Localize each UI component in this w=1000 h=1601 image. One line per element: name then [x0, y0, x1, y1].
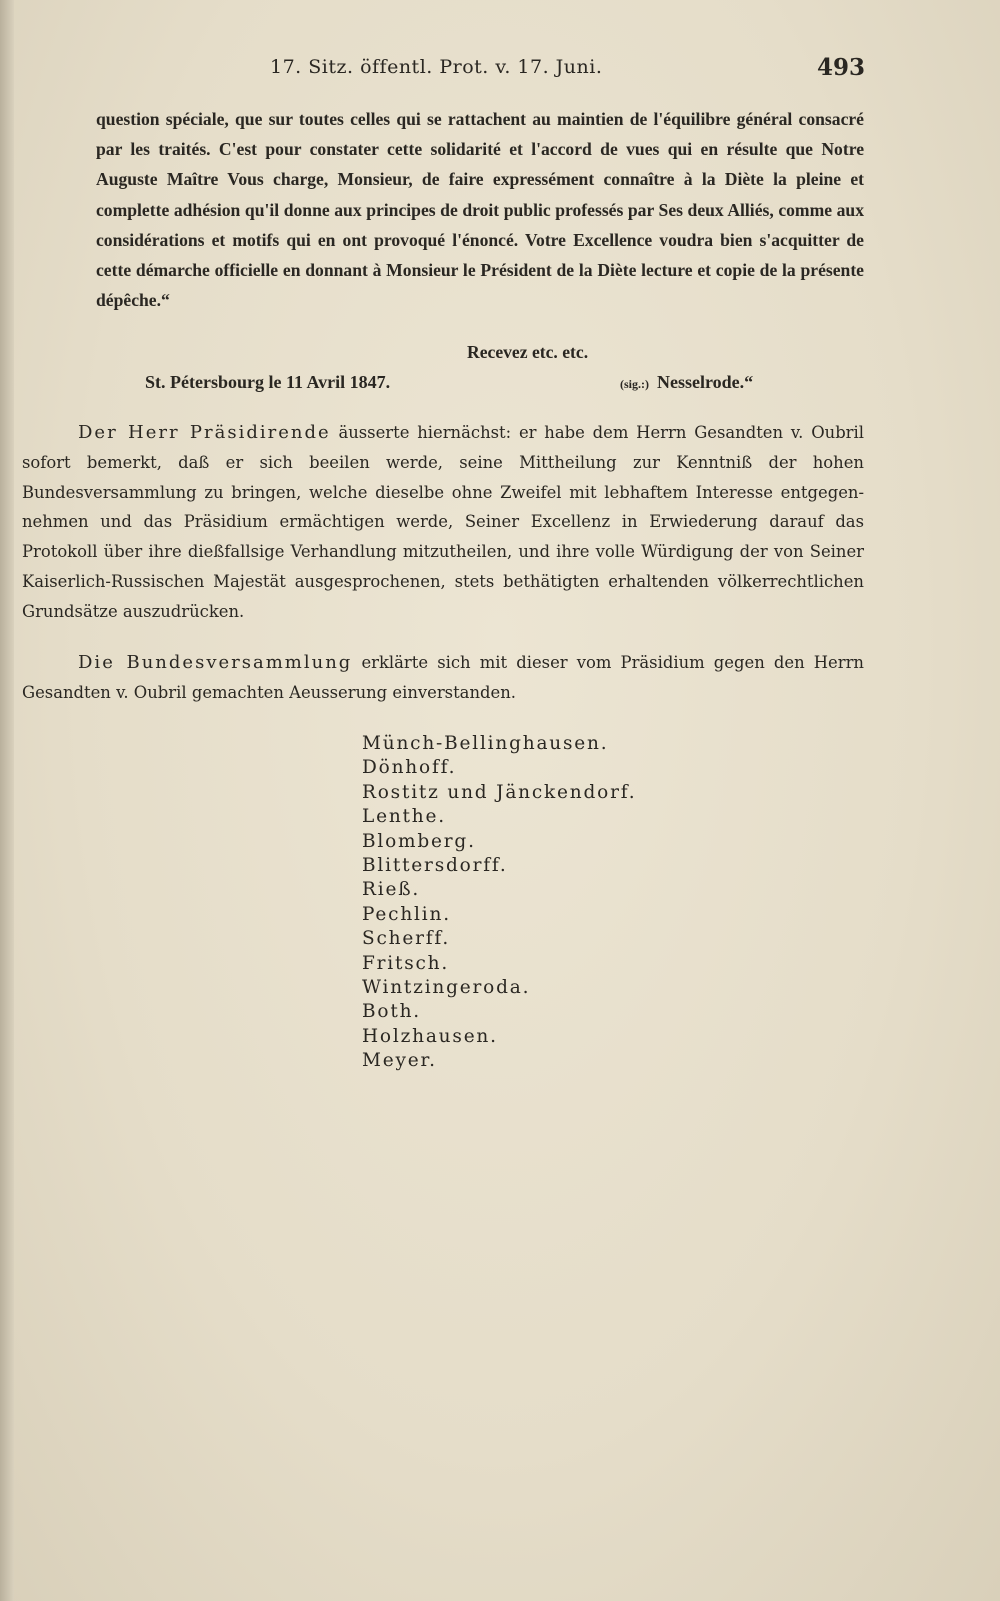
signatory-name: Lenthe. — [362, 806, 446, 828]
signatory-name: Rieß. — [362, 879, 421, 901]
closing-formula: Recevez etc. etc. — [467, 342, 589, 362]
paragraph-text: äusserte hiernächst: er habe dem Herrn Gesandten v. Oubril sofort bemerkt, daß er sich beeilen werde, seine Mittheilung zur Kenntniß der hohen Bundesversammlung zu bringen, welche dieselbe ohne Zweifel mit lebhaftem Interesse entgegen-nehmen und das Präsidium ermächtigen werde, Seiner Excellenz in Erwiederung darauf das Protokoll über ihre dießfallsige Verhandlung mitzutheilen, und ihre volle Würdigung der von Seiner Kaiserlich-Russischen Majestät ausgesprochenen, stets bethätigten erhaltenden völkerrechtlichen Grundsätze auszudrücken. — [22, 423, 864, 621]
signatory-name: Münch-Bellinghausen. — [362, 733, 609, 754]
running-head: 17. Sitz. öffentl. Prot. v. 17. Juni. — [270, 56, 603, 78]
french-paragraph: question spéciale, que sur toutes celles qui se rattachent au maintien de l'équilibre général consacré par les traités. C'est pour constater cette solidarité et l'accord de vues qui en résulte que Notre Auguste Maître Vous charge, Monsieur, de faire expressément connaître à la Diète la pleine et complette adhésion qu'il donne aux principes de droit public professés par Ses deux Alliés, comme aux considérations et motifs qui en ont provoqué l'énoncé. Votre Excellence voudra bien s'acquitter de cette démarche officielle en donnant à Monsieur le Président de la Diète lecture et copie de la présente dépêche.“ — [96, 109, 864, 311]
german-paragraph-president — [22, 418, 864, 627]
signatory-name: Blomberg. — [362, 830, 476, 852]
signatory-name: Wintzingeroda. — [362, 977, 531, 999]
paragraph-lead: Der Herr Präsidirende — [78, 422, 331, 443]
signatory-name: Blittersdorff. — [362, 855, 508, 877]
signature-line — [620, 372, 753, 393]
signature-name: Nesselrode.“ — [657, 372, 754, 392]
place-date: St. Pétersbourg le 11 Avril 1847. — [145, 372, 391, 392]
page-header — [95, 56, 865, 86]
signatory-name: Rostitz und Jänckendorf. — [362, 781, 637, 803]
paragraph-lead: Die Bundesversammlung — [78, 652, 353, 673]
signatory-name: Meyer. — [362, 1050, 437, 1072]
signatories-list — [362, 732, 636, 1074]
german-paragraph-assembly — [22, 648, 864, 708]
signatory-name: Dönhoff. — [362, 757, 457, 779]
signature-mark: (sig.:) — [620, 377, 649, 391]
page-binding-edge — [0, 0, 14, 1601]
signatory-name: Scherff. — [362, 928, 451, 950]
signatory-name: Holzhausen. — [362, 1025, 498, 1047]
signatory-name: Fritsch. — [362, 952, 450, 974]
dateline — [145, 372, 805, 393]
french-dispatch-text — [96, 104, 864, 315]
signatory-name: Both. — [362, 1001, 421, 1023]
page-number: 493 — [816, 54, 865, 81]
signatory-name: Pechlin. — [362, 903, 451, 925]
paragraph-text: erklärte sich mit dieser vom Präsidium gegen den Herrn Gesandten v. Oubril gemachten Aeusserung einverstanden. — [22, 653, 864, 702]
